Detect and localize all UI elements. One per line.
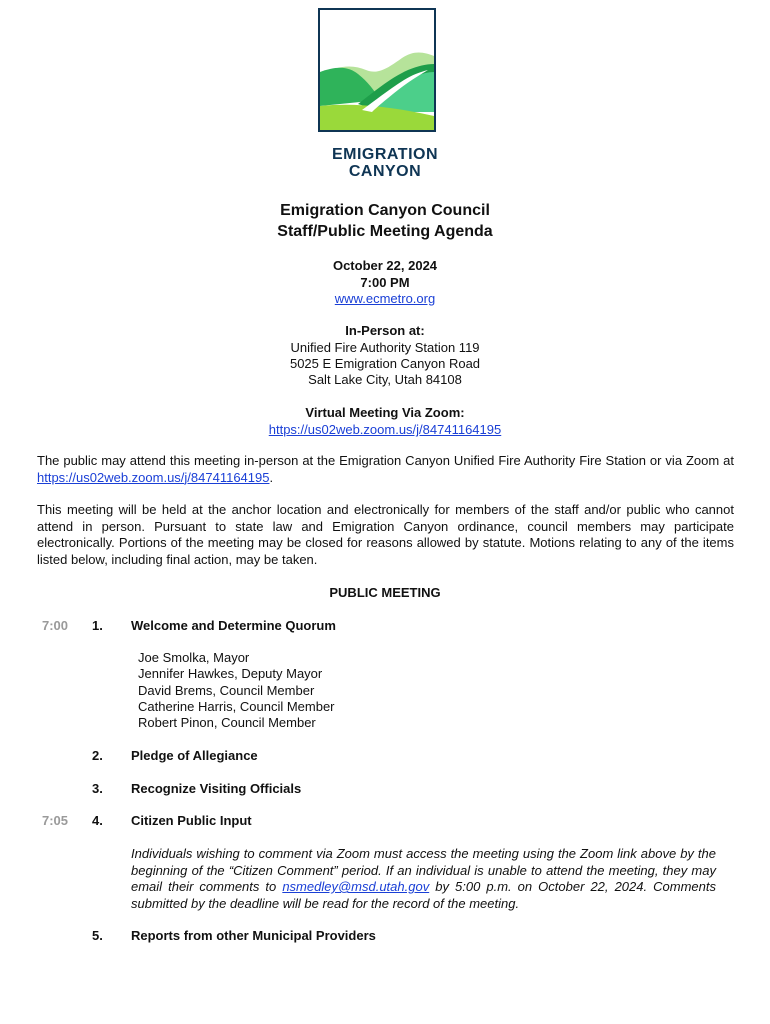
zoom-link-inline[interactable]: https://us02web.zoom.us/j/84741164195 — [37, 469, 270, 485]
intro-text: The public may attend this meeting in-person at the Emigration Canyon Unified Fire Authority Fire Station or via Zoom at — [37, 453, 734, 468]
agenda-number: 5. — [92, 928, 103, 943]
agenda-item-title: Welcome and Determine Quorum — [131, 618, 336, 633]
in-person-street: 5025 E Emigration Canyon Road — [289, 356, 481, 371]
note-text-end: by 5:00 p.m. on October 22, 2024. Comments submitted by the deadline will be read for the record of the meeting. — [131, 879, 716, 911]
in-person-location: Unified Fire Authority Station 119 — [290, 340, 480, 355]
agenda-time: 7:05 — [42, 813, 69, 828]
agenda-time: 7:00 — [42, 618, 69, 633]
logo-wordmark-line2: CANYON — [348, 163, 422, 180]
citizen-comment-note — [131, 846, 716, 912]
agenda-item-title: Pledge of Allegiance — [131, 748, 258, 763]
agenda-item-title: Reports from other Municipal Providers — [131, 928, 376, 943]
emigration-canyon-logo — [318, 8, 436, 132]
agenda-number: 2. — [92, 748, 103, 763]
page-subtitle: Staff/Public Meeting Agenda — [277, 223, 493, 240]
zoom-link[interactable]: https://us02web.zoom.us/j/84741164195 — [268, 422, 502, 437]
note-text: Individuals wishing to comment via Zoom must access the meeting using the Zoom link above by the beginning of the “Citizen Comment” period. If an individual is unable to attend the meeting, they may email their comments to — [131, 846, 716, 894]
in-person-city: Salt Lake City, Utah 84108 — [308, 372, 462, 387]
members-list — [138, 650, 335, 731]
agenda-number: 1. — [92, 618, 103, 633]
logo-wordmark-line1: EMIGRATION — [331, 146, 439, 163]
agenda-number: 4. — [92, 813, 103, 828]
section-title: PUBLIC MEETING — [329, 585, 441, 600]
in-person-label: In-Person at: — [345, 323, 425, 338]
member-name: Jennifer Hawkes, Deputy Mayor — [138, 666, 323, 682]
agenda-item-title: Citizen Public Input — [131, 813, 252, 828]
member-name: Joe Smolka, Mayor — [138, 650, 250, 665]
virtual-label: Virtual Meeting Via Zoom: — [305, 405, 465, 420]
page-title: Emigration Canyon Council — [280, 202, 490, 219]
intro-paragraph-1 — [37, 453, 734, 486]
agenda-item-title: Recognize Visiting Officials — [131, 781, 302, 796]
member-name: David Brems, Council Member — [138, 682, 315, 698]
member-name: Robert Pinon, Council Member — [138, 715, 316, 731]
email-link[interactable]: nsmedley@msd.utah.gov — [282, 879, 430, 894]
agenda-number: 3. — [92, 781, 103, 796]
intro-paragraph-2: This meeting will be held at the anchor location and electronically for members of the staff and/or public who cannot attend in person. Pursuant to state law and Emigration Canyon ordinance, council members may participate electronically. Portions of the meeting may be closed for reasons allowed by statute. Motions relating to any of the items listed below, including final action, may be taken. — [37, 502, 734, 567]
website-link[interactable]: www.ecmetro.org — [334, 291, 436, 306]
intro-period: . — [269, 469, 274, 485]
meeting-time: 7:00 PM — [360, 275, 410, 290]
member-name: Catherine Harris, Council Member — [138, 698, 335, 714]
meeting-date: October 22, 2024 — [332, 258, 438, 273]
